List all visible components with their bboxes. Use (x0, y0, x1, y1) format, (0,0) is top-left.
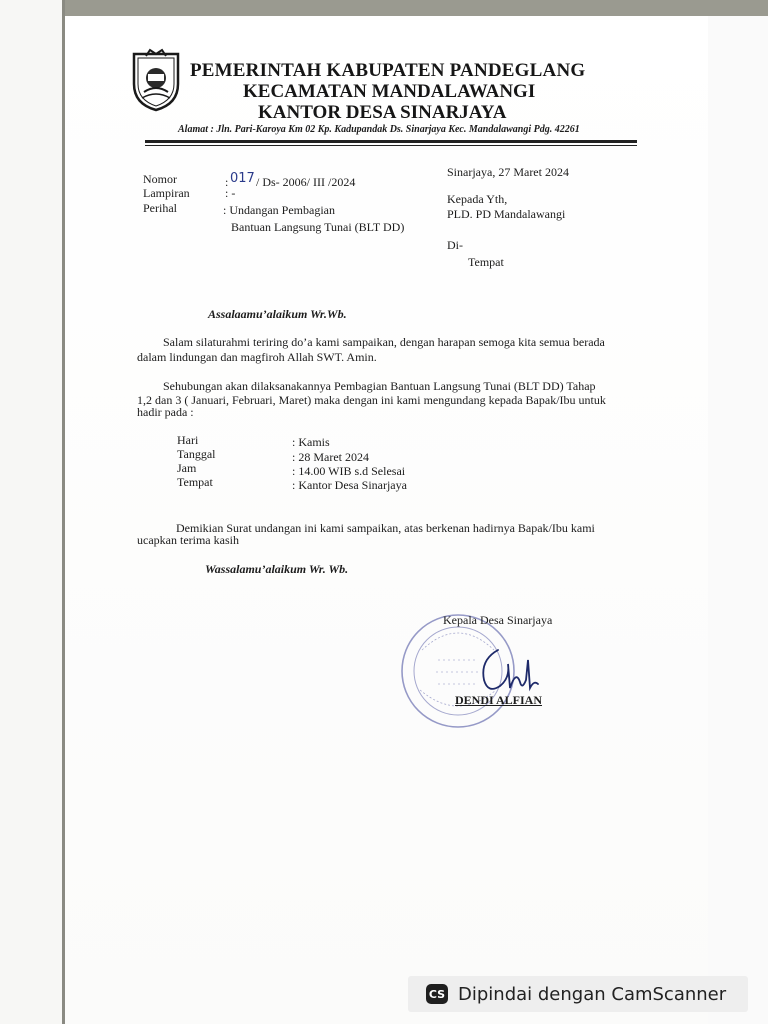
scan-left-margin (0, 0, 62, 1024)
letterhead-rule-thick (145, 140, 637, 143)
paragraph-3-line-2: ucapkan terima kasih (137, 533, 239, 547)
lampiran-value: : - (225, 186, 236, 200)
nomor-value: / Ds- 2006/ III /2024 (256, 175, 356, 189)
nomor-handwritten: 017 (230, 171, 255, 186)
perihal-line-1: : Undangan Pembagian (223, 203, 335, 217)
letterhead-line-2: KECAMATAN MANDALAWANGI (243, 81, 536, 102)
detail-value: : 28 Maret 2024 (292, 450, 369, 464)
detail-value: : 14.00 WIB s.d Selesai (292, 464, 406, 478)
paragraph-1-line-1: Salam silaturahmi teriring do’a kami sampaikan, dengan harapan semoga kita semua berada (163, 335, 605, 349)
detail-value: : Kamis (292, 435, 330, 449)
signatory-name: DENDI ALFIAN (455, 693, 543, 707)
paragraph-2-line-2: 1,2 dan 3 ( Januari, Februari, Maret) maka dengan ini kami mengundang kepada Bapak/Ibu untuk (137, 393, 606, 407)
scan-right-margin (708, 16, 768, 1024)
paragraph-2-line-1: Sehubungan akan dilaksanakannya Pembagian Bantuan Langsung Tunai (BLT DD) Tahap (163, 379, 596, 393)
letterhead-rule-thin (145, 145, 637, 146)
perihal-label: Perihal (143, 201, 177, 215)
lampiran-label: Lampiran (143, 186, 190, 200)
recipient-di: Di- (447, 238, 463, 252)
detail-label: Jam (177, 461, 197, 475)
paragraph-1-line-2: dalam lindungan dan magfiroh Allah SWT. Amin. (137, 350, 377, 364)
detail-label: Tanggal (177, 447, 216, 461)
recipient-place: Tempat (468, 255, 504, 269)
nomor-label: Nomor (143, 172, 177, 186)
detail-label: Tempat (177, 475, 213, 489)
paragraph-2-line-3: hadir pada : (137, 405, 194, 419)
paragraph-3-line-1: Demikian Surat undangan ini kami sampaikan, atas berkenan hadirnya Bapak/Ibu kami (176, 521, 595, 535)
handwritten-signature (470, 640, 550, 700)
camscanner-icon: CS (426, 984, 448, 1004)
detail-label: Hari (177, 433, 199, 447)
camscanner-watermark (408, 976, 748, 1012)
perihal-line-2: Bantuan Langsung Tunai (BLT DD) (231, 220, 405, 234)
letterhead-line-1: PEMERINTAH KABUPATEN PANDEGLANG (190, 60, 586, 81)
recipient-greeting: Kepada Yth, (447, 192, 508, 206)
signatory-title: Kepala Desa Sinarjaya (443, 613, 553, 627)
nomor-separator: : (225, 175, 229, 189)
scan-top-edge (0, 0, 768, 16)
letterhead-address: Alamat : Jln. Pari-Karoya Km 02 Kp. Kadupandak Ds. Sinarjaya Kec. Mandalawangi Pdg. 42261 (178, 124, 580, 135)
opening-salutation: Assalaamu’alaikum Wr.Wb. (208, 307, 347, 321)
closing-salutation: Wassalamu’alaikum Wr. Wb. (205, 562, 349, 576)
detail-value: : Kantor Desa Sinarjaya (292, 478, 407, 492)
regency-emblem-icon (128, 48, 184, 112)
recipient-name: PLD. PD Mandalawangi (447, 207, 566, 221)
letterhead-line-3: KANTOR DESA SINARJAYA (258, 102, 507, 123)
letter-paper (65, 16, 708, 1024)
camscanner-label: Dipindai dengan CamScanner (458, 983, 727, 1005)
letter-date: Sinarjaya, 27 Maret 2024 (447, 165, 569, 179)
